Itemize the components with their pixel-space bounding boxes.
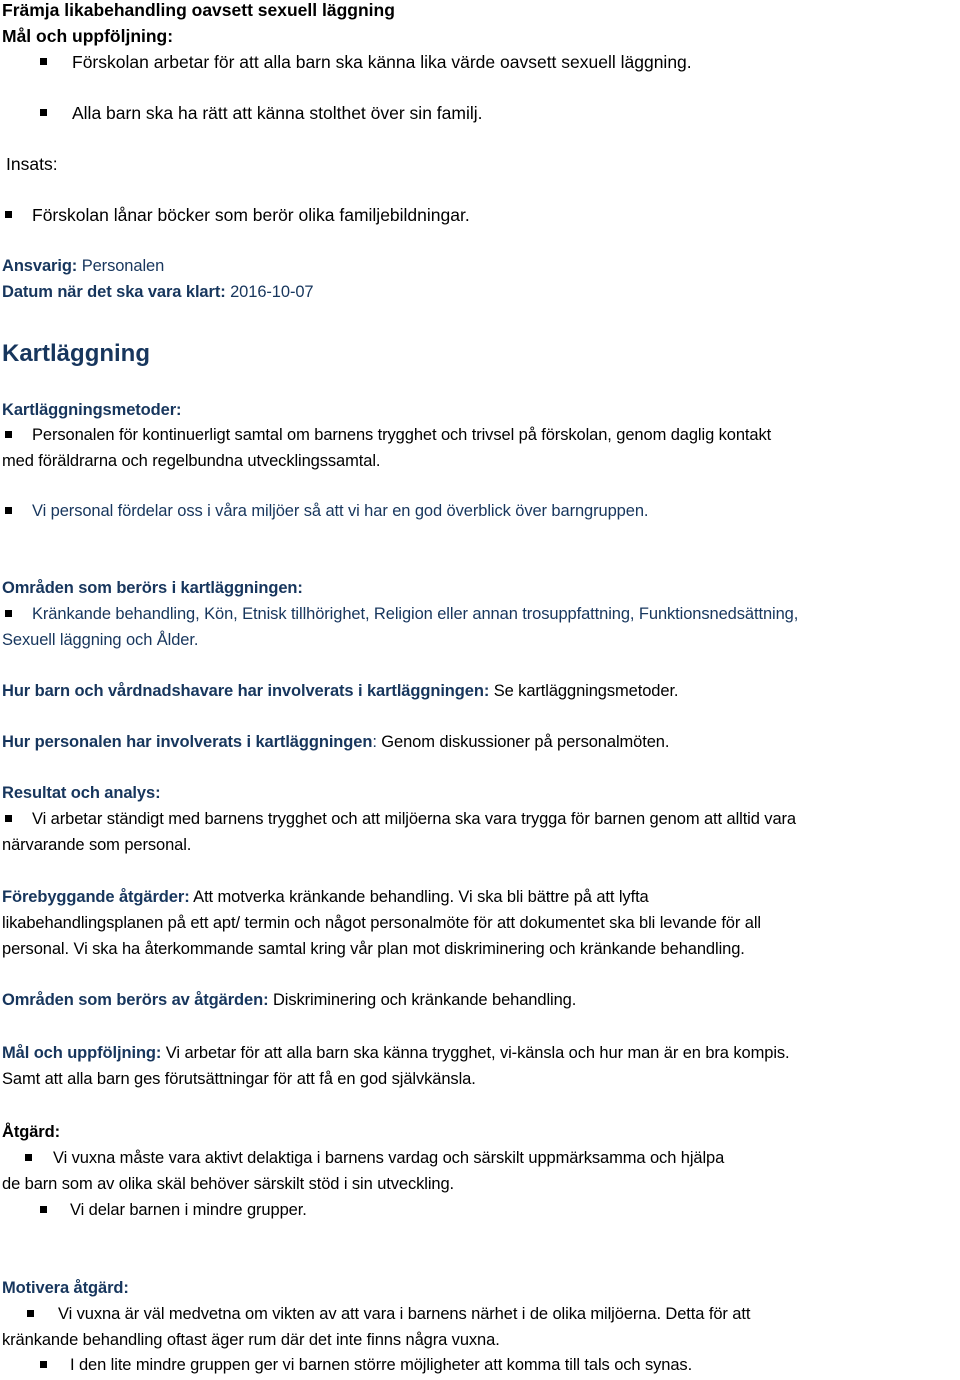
bullet-icon	[40, 1361, 47, 1368]
insats-heading: Insats:	[6, 154, 58, 174]
insats-item: Förskolan lånar böcker som berör olika familjebildningar.	[32, 205, 470, 225]
areas-line: Kränkande behandling, Kön, Etnisk tillhörighet, Religion eller annan trosuppfattning, Funktionsnedsättning,	[32, 605, 799, 623]
goal2-row	[2, 1043, 790, 1063]
staff-label: Hur personalen har involverats i kartläggningen	[2, 733, 373, 751]
children-label: Hur barn och vårdnadshavare har involverats i kartläggningen:	[2, 682, 490, 700]
result-line: närvarande som personal.	[2, 836, 192, 854]
children-row	[2, 681, 678, 701]
bullet-icon	[5, 431, 12, 438]
ansvarig-label: Ansvarig:	[2, 257, 78, 275]
prevent-line: likabehandlingsplanen på ett apt/ termin och något personalmöte för att dokumentet ska bli levande för all	[2, 914, 761, 932]
result-heading: Resultat och analys:	[2, 784, 161, 802]
action-line: de barn som av olika skäl behöver särskilt stöd i sin utveckling.	[2, 1175, 455, 1193]
areas-heading: Områden som berörs i kartläggningen:	[2, 579, 303, 597]
result-line: Vi arbetar ständigt med barnens trygghet och att miljöerna ska vara trygga för barnen genom att alltid vara	[32, 810, 797, 828]
prevent-row	[2, 887, 649, 907]
kartlaggning-heading: Kartläggning	[2, 340, 150, 367]
ansvarig-row	[2, 256, 164, 276]
bullet-icon	[40, 58, 47, 65]
method-line: Vi personal fördelar oss i våra miljöer så att vi har en god överblick över barngruppen.	[32, 502, 649, 520]
goal-item: Alla barn ska ha rätt att känna stolthet över sin familj.	[72, 103, 483, 123]
ansvarig-value: Personalen	[81, 257, 165, 275]
bullet-icon	[5, 507, 12, 514]
motivate-line: Vi vuxna är väl medvetna om vikten av att vara i barnens närhet i de olika miljöerna. Detta för att	[58, 1305, 751, 1323]
bullet-icon	[40, 1206, 47, 1213]
action-line: Vi delar barnen i mindre grupper.	[70, 1201, 307, 1219]
staff-colon: :	[372, 733, 377, 751]
datum-label: Datum när det ska vara klart:	[2, 283, 226, 301]
areas2-row	[2, 990, 576, 1010]
motivate-line: kränkande behandling oftast äger rum där det inte finns några vuxna.	[2, 1331, 500, 1349]
action-line: Vi vuxna måste vara aktivt delaktiga i barnens vardag och särskilt uppmärksamma och hjälpa	[53, 1149, 725, 1167]
areas2-label: Områden som berörs av åtgärden:	[2, 991, 269, 1009]
bullet-icon	[5, 211, 12, 218]
staff-row	[2, 732, 669, 752]
goal2-line: Samt att alla barn ges förutsättningar för att få en god självkänsla.	[2, 1070, 476, 1088]
bullet-icon	[25, 1154, 32, 1161]
bullet-icon	[5, 610, 12, 617]
prevent-line: personal. Vi ska ha återkommande samtal kring vår plan mot diskriminering och kränkande behandling.	[2, 940, 745, 958]
method-line: Personalen för kontinuerligt samtal om barnens trygghet och trivsel på förskolan, genom daglig kontakt	[32, 426, 772, 444]
prevent-label: Förebyggande åtgärder:	[2, 888, 190, 906]
bullet-icon	[40, 109, 47, 116]
goal2-label: Mål och uppföljning:	[2, 1044, 162, 1062]
goal-heading: Mål och uppföljning:	[2, 26, 174, 46]
children-value: Se kartläggningsmetoder.	[493, 682, 679, 700]
areas2-value: Diskriminering och kränkande behandling.	[272, 991, 577, 1009]
datum-value: 2016-10-07	[230, 283, 314, 301]
section-title: Främja likabehandling oavsett sexuell läggning	[2, 0, 395, 20]
motivate-heading: Motivera åtgärd:	[2, 1279, 129, 1297]
staff-value: Genom diskussioner på personalmöten.	[381, 733, 670, 751]
areas-line: Sexuell läggning och Ålder.	[2, 631, 199, 649]
goal-item: Förskolan arbetar för att alla barn ska känna lika värde oavsett sexuell läggning.	[72, 52, 692, 72]
bullet-icon	[5, 815, 12, 822]
bullet-icon	[27, 1310, 34, 1317]
prevent-line: Att motverka kränkande behandling. Vi ska bli bättre på att lyfta	[193, 888, 649, 906]
method-line: med föräldrarna och regelbundna utvecklingssamtal.	[2, 452, 381, 470]
datum-row	[2, 282, 314, 302]
motivate-line: I den lite mindre gruppen ger vi barnen större möjligheter att komma till tals och synas.	[70, 1356, 693, 1374]
goal2-line: Vi arbetar för att alla barn ska känna trygghet, vi-känsla och hur man är en bra kompis.	[165, 1044, 790, 1062]
methods-heading: Kartläggningsmetoder:	[2, 401, 182, 419]
action-heading: Åtgärd:	[2, 1123, 60, 1141]
